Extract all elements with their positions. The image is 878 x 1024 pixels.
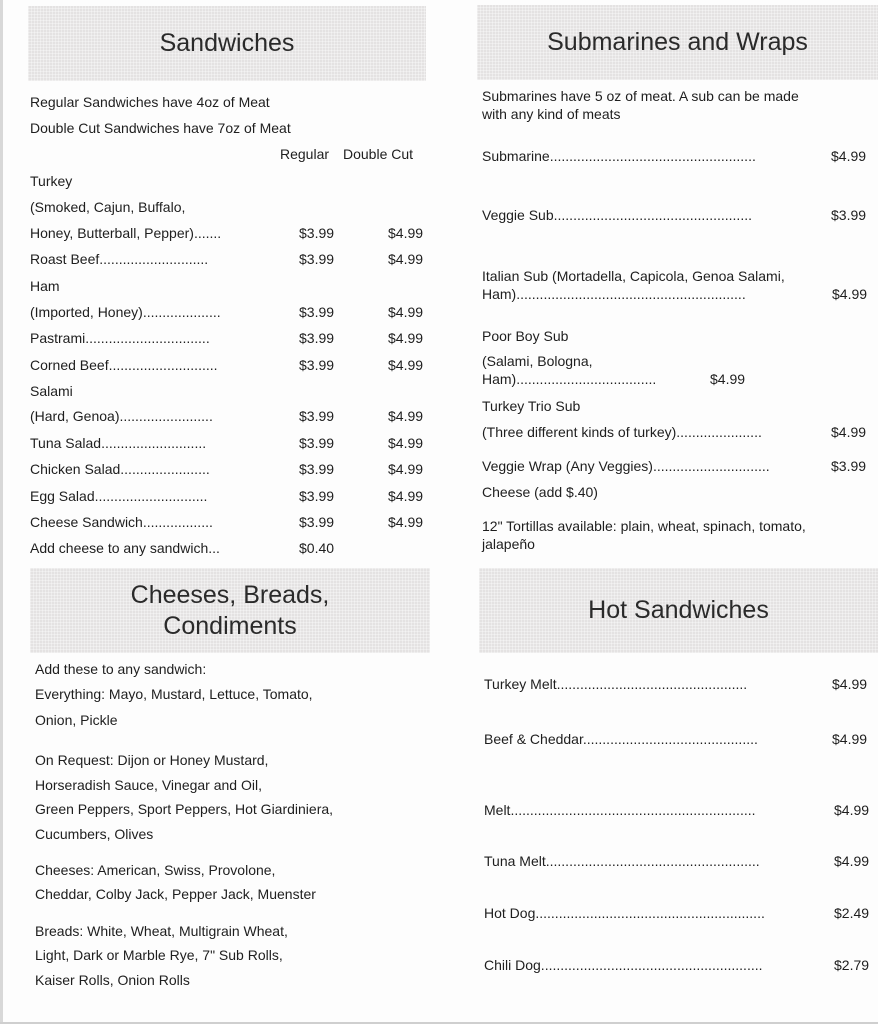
price-regular: $3.99 bbox=[299, 435, 335, 451]
item-name: Add cheese to any sandwich... bbox=[30, 540, 220, 556]
item-price: $2.79 bbox=[834, 957, 870, 973]
note-double: Double Cut Sandwiches have 7oz of Meat bbox=[30, 120, 291, 136]
price-regular: $3.99 bbox=[299, 408, 335, 424]
price-double: $4.99 bbox=[388, 435, 424, 451]
cheese-addon-note: Cheese (add $.40) bbox=[482, 484, 598, 500]
everything-line: Onion, Pickle bbox=[35, 712, 118, 728]
price-regular: $3.99 bbox=[299, 304, 335, 320]
item-name: Veggie Sub................................................... bbox=[482, 207, 752, 223]
breads-line: Breads: White, Wheat, Multigrain Wheat, bbox=[35, 923, 288, 939]
cheeses-line: Cheeses: American, Swiss, Provolone, bbox=[35, 862, 276, 878]
price-regular: $3.99 bbox=[299, 514, 335, 530]
price-regular: $0.40 bbox=[299, 540, 335, 556]
item-price: $3.99 bbox=[831, 458, 867, 474]
item-name: Corned Beef............................ bbox=[30, 357, 218, 373]
price-regular: $3.99 bbox=[299, 488, 335, 504]
item-price: $4.99 bbox=[834, 802, 870, 818]
item-detail: (Three different kinds of turkey)...................... bbox=[482, 424, 762, 440]
price-double: $4.99 bbox=[388, 408, 424, 424]
item-price: $4.99 bbox=[832, 676, 868, 692]
item-name: Tuna Salad........................... bbox=[30, 435, 207, 451]
section-title: Sandwiches bbox=[159, 29, 295, 57]
item-detail: Ham)........................................................... bbox=[482, 286, 746, 302]
column-header-regular: Regular bbox=[280, 146, 330, 162]
on-request-line: Cucumbers, Olives bbox=[35, 826, 154, 842]
price-regular: $3.99 bbox=[299, 225, 335, 241]
price-regular: $3.99 bbox=[299, 357, 335, 373]
item-price: $2.49 bbox=[834, 905, 870, 921]
item-detail: Ham).................................... bbox=[482, 371, 657, 387]
section-title: Submarines and Wraps bbox=[547, 28, 808, 56]
section-header-subs bbox=[477, 5, 878, 80]
item-name: Beef & Cheddar............................................. bbox=[484, 731, 758, 747]
item-name: Chili Dog......................................................... bbox=[484, 957, 763, 973]
price-double: $4.99 bbox=[388, 304, 424, 320]
section-title: Hot Sandwiches bbox=[588, 596, 769, 624]
item-price: $4.99 bbox=[831, 148, 867, 164]
on-request-line: Green Peppers, Sport Peppers, Hot Giardiniera, bbox=[35, 801, 334, 817]
price-double: $4.99 bbox=[388, 461, 424, 477]
item-detail: (Imported, Honey).................... bbox=[30, 304, 221, 320]
item-name: Roast Beef............................ bbox=[30, 251, 209, 267]
section-header-condiments bbox=[30, 568, 430, 653]
item-detail: (Salami, Bologna, bbox=[482, 353, 593, 369]
item-name: Poor Boy Sub bbox=[482, 328, 569, 344]
item-name: Submarine..................................................... bbox=[482, 148, 756, 164]
item-name: Veggie Wrap (Any Veggies).............................. bbox=[482, 458, 770, 474]
item-name: Tuna Melt....................................................... bbox=[484, 853, 760, 869]
price-double: $4.99 bbox=[388, 488, 424, 504]
section-header-sandwiches bbox=[28, 6, 426, 81]
item-price: $4.99 bbox=[710, 371, 746, 387]
section-title-line: Condiments bbox=[163, 611, 297, 640]
item-name: Turkey Melt................................................. bbox=[484, 676, 748, 692]
item-name: Chicken Salad....................... bbox=[30, 461, 210, 477]
price-double: $4.99 bbox=[388, 225, 424, 241]
item-price: $4.99 bbox=[832, 286, 868, 302]
price-regular: $3.99 bbox=[299, 330, 335, 346]
item-name: Turkey Trio Sub bbox=[482, 398, 581, 414]
item-detail: (Hard, Genoa)........................ bbox=[30, 408, 213, 424]
section-title-line: Cheeses, Breads, bbox=[130, 580, 330, 609]
condiments-intro: Add these to any sandwich: bbox=[35, 661, 207, 677]
item-detail: (Smoked, Cajun, Buffalo, bbox=[30, 199, 186, 215]
item-name: Turkey bbox=[30, 173, 73, 189]
price-double: $4.99 bbox=[388, 357, 424, 373]
everything-line: Everything: Mayo, Mustard, Lettuce, Tomato, bbox=[35, 686, 313, 702]
item-name: Ham bbox=[30, 278, 60, 294]
subs-note-line: with any kind of meats bbox=[482, 106, 621, 122]
item-price: $4.99 bbox=[831, 424, 867, 440]
note-regular: Regular Sandwiches have 4oz of Meat bbox=[30, 94, 270, 110]
item-name: Melt............................................................... bbox=[484, 802, 756, 818]
section-header-hot-sandwiches bbox=[479, 568, 878, 653]
price-double: $4.99 bbox=[388, 514, 424, 530]
tortillas-note-line: jalapeño bbox=[482, 536, 535, 552]
subs-note-line: Submarines have 5 oz of meat. A sub can be made bbox=[482, 88, 799, 104]
breads-line: Kaiser Rolls, Onion Rolls bbox=[35, 972, 190, 988]
item-name: Salami bbox=[30, 383, 73, 399]
item-name: Cheese Sandwich.................. bbox=[30, 514, 213, 530]
on-request-line: Horseradish Sauce, Vinegar and Oil, bbox=[35, 777, 262, 793]
cheeses-line: Cheddar, Colby Jack, Pepper Jack, Muenster bbox=[35, 886, 316, 902]
item-name: Italian Sub (Mortadella, Capicola, Genoa Salami, bbox=[482, 268, 785, 284]
item-name: Egg Salad............................. bbox=[30, 488, 208, 504]
price-regular: $3.99 bbox=[299, 251, 335, 267]
price-double: $4.99 bbox=[388, 251, 424, 267]
price-regular: $3.99 bbox=[299, 461, 335, 477]
item-name: Hot Dog........................................................... bbox=[484, 905, 765, 921]
item-detail: Honey, Butterball, Pepper)....... bbox=[30, 225, 222, 241]
page-edge bbox=[0, 0, 3, 1024]
price-double: $4.99 bbox=[388, 330, 424, 346]
tortillas-note-line: 12" Tortillas available: plain, wheat, spinach, tomato, bbox=[482, 518, 806, 534]
breads-line: Light, Dark or Marble Rye, 7" Sub Rolls, bbox=[35, 947, 283, 963]
column-header-double: Double Cut bbox=[343, 146, 414, 162]
item-price: $4.99 bbox=[834, 853, 870, 869]
on-request-line: On Request: Dijon or Honey Mustard, bbox=[35, 752, 269, 768]
item-price: $4.99 bbox=[832, 731, 868, 747]
item-price: $3.99 bbox=[831, 207, 867, 223]
item-name: Pastrami................................ bbox=[30, 330, 210, 346]
